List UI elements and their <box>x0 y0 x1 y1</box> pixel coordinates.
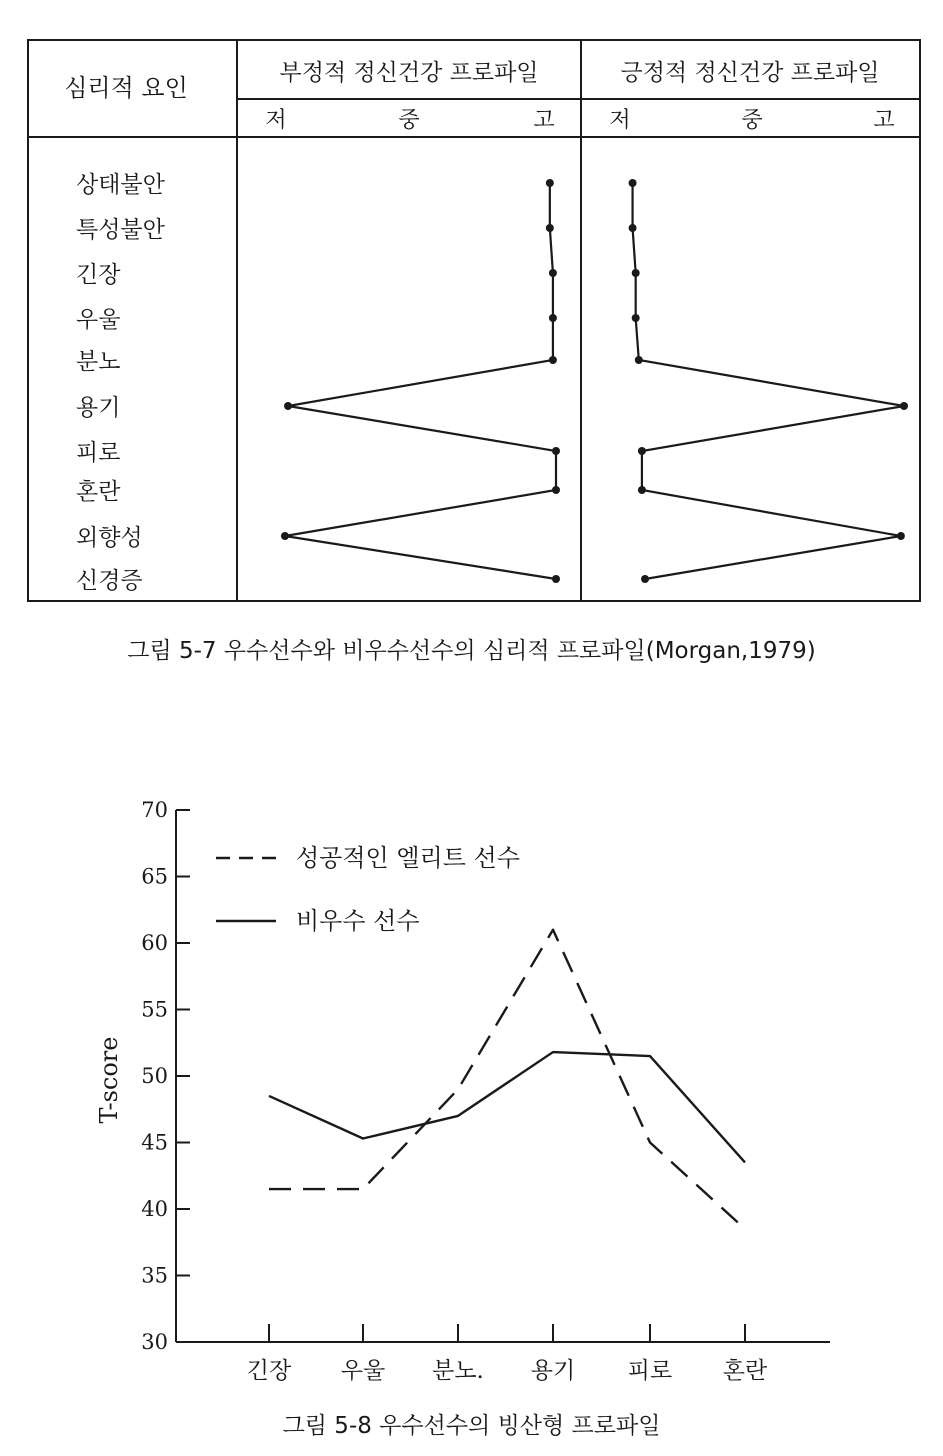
factor-label: 분노 <box>76 349 121 375</box>
header-factor: 심리적 요인 <box>64 74 188 102</box>
negative-profile-point <box>281 532 289 540</box>
negative-profile-line <box>285 183 556 579</box>
panel-negative-title: 부정적 정신건강 프로파일 <box>279 60 539 86</box>
y-tick-label: 45 <box>141 1130 168 1155</box>
factor-label: 혼란 <box>76 479 121 505</box>
neg-scale-low: 저 <box>265 108 287 133</box>
positive-profile-line <box>633 183 904 579</box>
table-grid <box>28 40 920 601</box>
y-tick-label: 35 <box>141 1263 168 1288</box>
negative-profile-point <box>284 402 292 410</box>
positive-profile-point <box>638 486 646 494</box>
negative-profile-point <box>552 486 560 494</box>
y-tick-label: 55 <box>141 997 168 1022</box>
profile-table-chart <box>0 0 943 620</box>
negative-profile-point <box>552 575 560 583</box>
positive-profile-point <box>897 532 905 540</box>
negative-profile-point <box>549 269 557 277</box>
legend-label-nonelite: 비우수 선수 <box>296 907 420 935</box>
neg-scale-mid: 중 <box>398 108 420 133</box>
chart-axes <box>141 798 830 1384</box>
iceberg-line-chart <box>0 700 943 1400</box>
y-tick-label: 40 <box>141 1197 168 1221</box>
factor-label: 용기 <box>76 395 121 421</box>
factor-label: 상태불안 <box>76 172 165 198</box>
x-tick-label: 피로 <box>627 1358 673 1384</box>
series-elite-line <box>269 930 745 1229</box>
negative-profile-point <box>546 179 554 187</box>
pos-scale-mid: 중 <box>741 108 763 133</box>
x-tick-label: 긴장 <box>246 1358 292 1384</box>
y-tick-label: 65 <box>141 864 168 889</box>
legend-label-elite: 성공적인 엘리트 선수 <box>296 844 520 872</box>
negative-profile-point <box>549 314 557 322</box>
factor-label: 긴장 <box>76 262 121 288</box>
y-tick-label: 50 <box>141 1064 168 1088</box>
x-tick-label: 우울 <box>340 1358 386 1384</box>
chart-legend <box>216 844 520 935</box>
factor-label: 외향성 <box>76 525 143 551</box>
positive-profile-point <box>900 402 908 410</box>
factor-label: 우울 <box>76 307 121 333</box>
negative-profile-point <box>552 447 560 455</box>
x-tick-label: 용기 <box>530 1358 576 1384</box>
panel-positive-title: 긍정적 정신건강 프로파일 <box>620 60 880 86</box>
y-tick-label: 60 <box>141 931 168 955</box>
y-tick-label: 30 <box>141 1330 168 1354</box>
negative-profile-point <box>546 224 554 232</box>
positive-profile-point <box>632 314 640 322</box>
factor-label: 피로 <box>76 440 121 466</box>
positive-profile-point <box>638 447 646 455</box>
x-tick-label: 분노. <box>432 1358 484 1384</box>
negative-profile-point <box>549 356 557 364</box>
positive-profile-series <box>629 179 908 583</box>
positive-profile-point <box>629 224 637 232</box>
positive-profile-point <box>632 269 640 277</box>
figure-5-8-caption: 그림 5-8 우수선수의 빙산형 프로파일 <box>282 1413 661 1439</box>
y-axis-label: T-score <box>95 1036 123 1124</box>
series-nonelite-line <box>269 1052 745 1162</box>
figure-5-7-caption: 그림 5-7 우수선수와 비우수선수의 심리적 프로파일(Morgan,1979) <box>127 638 816 664</box>
pos-scale-high: 고 <box>873 108 895 133</box>
table-border <box>28 40 920 601</box>
neg-scale-high: 고 <box>533 108 555 133</box>
chart-series <box>269 930 745 1229</box>
x-tick-label: 혼란 <box>722 1358 768 1384</box>
factor-labels <box>76 172 166 594</box>
pos-scale-low: 저 <box>609 108 631 133</box>
y-tick-label: 70 <box>141 798 168 822</box>
positive-profile-point <box>641 575 649 583</box>
positive-profile-point <box>629 179 637 187</box>
factor-label: 특성불안 <box>76 217 165 243</box>
positive-profile-point <box>635 356 643 364</box>
negative-profile-series <box>281 179 560 583</box>
factor-label: 신경증 <box>76 568 143 594</box>
